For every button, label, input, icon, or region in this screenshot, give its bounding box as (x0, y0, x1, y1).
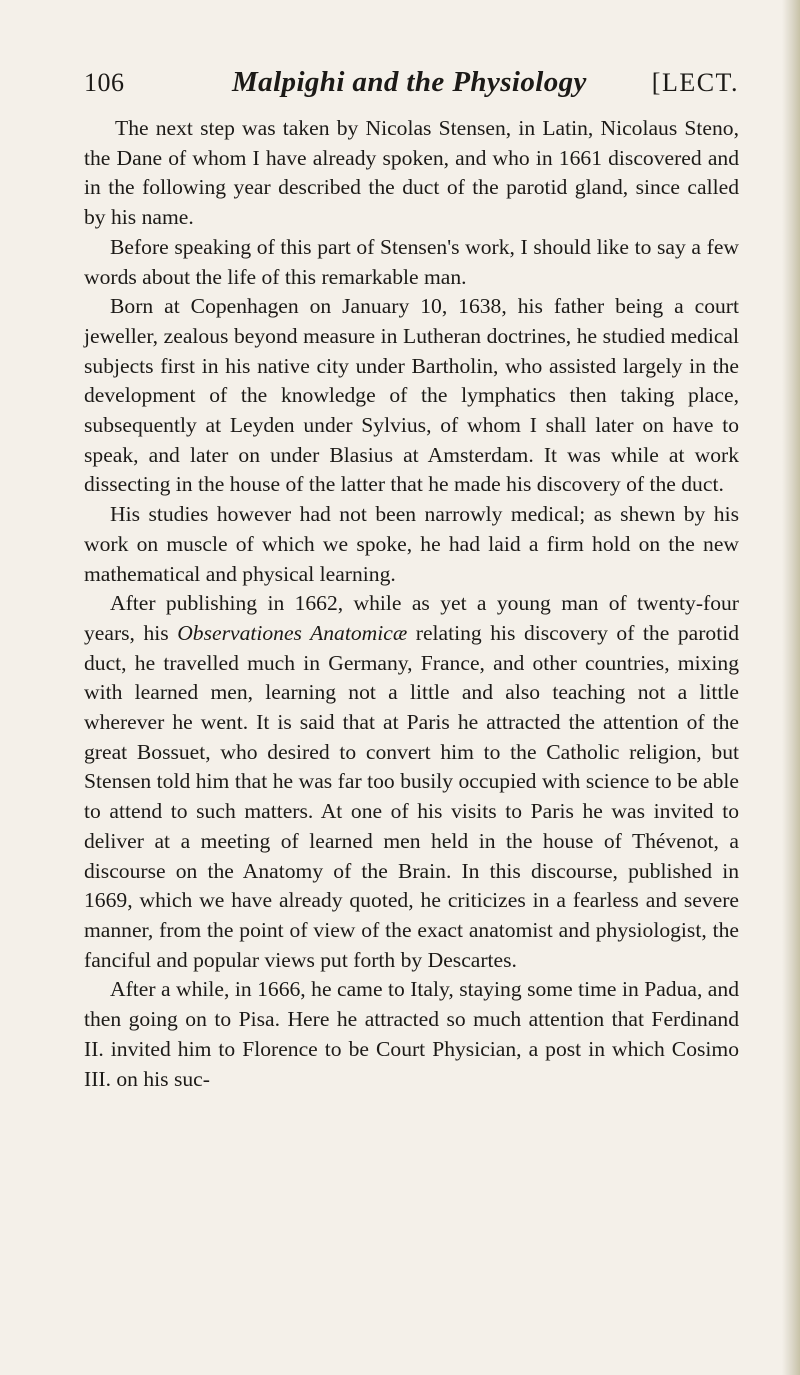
paragraph-6: After a while, in 1666, he came to Italy, staying some time in Padua, and then going on to Pisa. Here he attracted so much attention that Ferdinand II. invited him to Florence to be Court Physician, a post in which Cosimo III. on his suc- (84, 977, 739, 1091)
lecture-label: [LECT. (651, 68, 739, 97)
running-title: Malpighi and the Physiology (232, 66, 587, 98)
paragraph-5 (84, 589, 739, 975)
book-title-italic: Observationes Anatomicæ (177, 620, 408, 645)
paragraph-3: Born at Copenhagen on January 10, 1638, his father being a court jeweller, zealous beyond measure in Lutheran doctrines, he studied medical subjects first in his native city under Bartholin, who assisted largely in the development of the knowledge of the lymphatics then taking place, subsequently at Leyden under Sylvius, of whom I shall later on have to speak, and later on under Blasius at Amsterdam. It was while at work dissecting in the house of the latter that he made his discovery of the duct. (84, 294, 739, 497)
paragraph-2: Before speaking of this part of Stensen's work, I should like to say a few words about the life of this remarkable man. (84, 234, 739, 289)
running-header (84, 68, 739, 108)
page-edge-shadow (782, 0, 800, 1375)
paragraph-4: His studies however had not been narrowly medical; as shewn by his work on muscle of which we spoke, he had laid a firm hold on the new mathematical and physical learning. (84, 502, 739, 586)
paragraph-5-rest: relating his discovery of the parotid duct, he travelled much in Germany, France, and other countries, mixing with learned men, learning not a little and also teaching not a little wherever he went. It is said that at Paris he attracted the attention of the great Bossuet, who desired to convert him to the Catholic religion, but Stensen told him that he was far too busily occupied with science to be able to attend to such matters. At one of his visits to Paris he was invited to deliver at a meeting of learned men held in the house of Thévenot, a discourse on the Anatomy of the Brain. In this discourse, published in 1669, which we have already quoted, he criticizes in a fearless and severe manner, from the point of view of the exact anatomist and physiologist, the fanciful and popular views put forth by Descartes. (84, 620, 739, 972)
body-text (84, 114, 739, 1094)
page-number: 106 (84, 68, 125, 97)
paragraph-5-lead: After publishing in 1662, while as yet a young man of twenty-four years, his (84, 591, 739, 645)
paragraph-1: The next step was taken by Nicolas Stensen, in Latin, Nicolaus Steno, the Dane of whom I have already spoken, and who in 1661 discovered and in the following year described the duct of the parotid gland, since called by his name. (84, 116, 739, 230)
